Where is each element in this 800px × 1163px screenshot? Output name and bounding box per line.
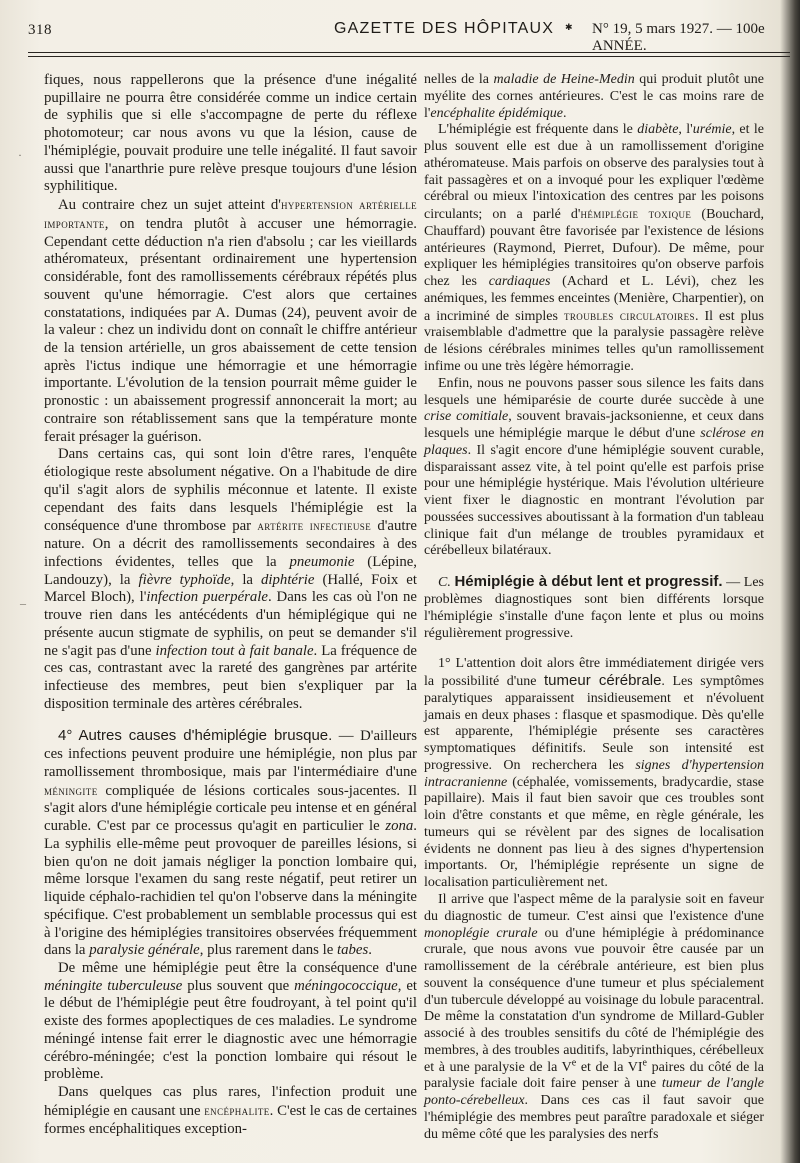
margin-tick: · — [18, 148, 22, 162]
paragraph: fiques, nous rappellerons que la présence d'une inégalité pupillaire ne pourra être considérée comme un indice certain de syphilis que si elle s'accompagne de perte du réflexe photomoteur; car nous avons vu que la lésion, cause de l'hémiplégie, pouvait produire une telle inégalité. Il faut savoir aussi que l'anarthrie pure relève presque toujours d'une lésion syphilitique. — [44, 72, 417, 195]
margin-tick: – — [20, 596, 26, 610]
section-paragraph: 4° Autres causes d'hémiplégie brusque. — D'ailleurs ces infections peuvent produire une hémiplégie, non plus par ramollissement thrombosique, mais par l'intermédiaire d'une méningite compliquée de lésions corticales sous-jacentes. Il s'agit alors d'une hémiplégie corticale peu intense et en général curable. C'est par ce processus qu'agit en particulier le zona. La syphilis elle-même peut provoquer de pareilles lésions, si bien qu'on ne doit jamais négliger la ponction lombaire qui, même lorsque l'examen du sang reste négatif, peut retirer un liquide céphalo-rachidien tel qu'on l'observe dans la méningite spécifique. C'est probablement un semblable processus qui est à l'origine des hémiplégies transitoires observées fréquemment dans la paralysie générale, plus rarement dans le tabes. — [44, 727, 417, 959]
page-number: 318 — [28, 22, 52, 38]
paragraph: 1° L'attention doit alors être immédiatement dirigée vers la possibilité d'une tumeur cérébrale. Les symptômes paralytiques apparaissent insidieusement et n'évoluent jamais en deux phases : flasque et spasmodique. Dès qu'elle est apparente, l'hémiplégie présente ses caractères symptomatiques définitifs. Seule son intensité est progressive. On recherchera les signes d'hypertension intracranienne (céphalée, vomissements, bradycardie, stase papillaire). Mais il faut bien savoir que ces troubles sont loin d'être constants et que même, en règle générale, les tumeurs qui se révèlent par des signes de localisation évidents ne donnent pas lieu à des signes d'hypertension importants. Or, l'hémiplégie représente un signe de localisation particulièrement net. — [424, 656, 764, 891]
header-rule-double — [28, 56, 790, 57]
section-letter: C. — [438, 575, 451, 591]
paragraph: Il arrive que l'aspect même de la paralysie soit en faveur du diagnostic de tumeur. C'est ainsi que l'existence d'une monoplégie crurale ou d'une hémiplégie à prédominance crurale, que nous avons vue pouvoir être causée par un ramollissement de la cérébrale antérieure, est bien plus souvent la conséquence d'une tumeur et plus spécialement d'un tubercule développé au voisinage du lobule paracentral. De même la constatation d'un syndrome de Millard-Gubler associé à des troubles sensitifs du côté de l'hémiplégie des membres, à des troubles auditifs, labyrinthiques, cérébelleux et à une paralysie de la Ve et de la VIe paires du côté de la paralysie faciale doit faire penser à une tumeur de l'angle ponto-cérebelleux. Dans ces cas il faut savoir que l'hémiplégie des membres peut paraître paradoxale et siéger du même côté que les paralysies des nerfs — [424, 891, 765, 1142]
section-heading: 4° Autres causes d'hémiplégie brusque. — [58, 727, 333, 745]
left-column — [44, 72, 417, 1138]
paragraph: Dans quelques cas plus rares, l'infection produit une hémiplégie en causant une encéphalite. C'est le cas de certaines formes encéphalitiques exception- — [44, 1084, 417, 1137]
paragraph: Enfin, nous ne pouvons passer sous silence les faits dans lesquels une hémiparésie de courte durée succède à une crise comitiale, souvent bravais-jacksonienne, et ceux dans lesquels une hémiplégie marque le début d'une sclérose en plaques. Il s'agit encore d'une hémiplégie souvent curable, disparaissant assez vite, à tel point qu'elle est parfois prise pour une hémiplégie hystérique. Mais l'évolution ultérieure vient fixer le diagnostic en montrant l'évolution par poussées successives aboutissant à la formation d'un tableau clinique fait d'un mélange de troubles pyramidaux et cérébelleux bilatéraux. — [424, 375, 765, 559]
paragraph: L'hémiplégie est fréquente dans le diabète, l'urémie, et le plus souvent elle est due à un ramollissement d'origine athéromateuse. Mais parfois on observe des paralysies tout à fait passagères et on a invoqué pour les expliquer l'œdème cérébral ou mieux l'intoxication des centres par les poisons circulants; on a parlé d'hémiplégie toxique (Bouchard, Chauffard) pouvant être favorisée par l'existence de lésions antérieures (Raymond, Pierret, Dufour). De même, pour expliquer les hémiplégies transitoires qu'on observe parfois chez les cardiaques (Achard et L. Lévi), chez les anémiques, les femmes enceintes (Menière, Charpentier), on a incriminé de simples troubles circulatoires. Il est plus vraisemblable d'admettre que la paralysie passagère relève de lésions cérébrales minimes telles qu'un ramollissement infime ou une très légère hémorragie. — [424, 122, 765, 375]
journal-title: GAZETTE DES HÔPITAUX — [334, 20, 555, 37]
right-column — [424, 72, 764, 1143]
section-paragraph: C. Hémiplégie à début lent et progressif. — Les problèmes diagnostiques sont bien différents lorsque l'hémiplégie s'installe d'une façon lente et plus ou moins régulièrement progressive. — [424, 573, 764, 641]
header-rule — [28, 52, 790, 53]
page-header — [28, 18, 790, 54]
star-ornament-icon: ✱ — [565, 22, 573, 32]
issue-info: N° 19, 5 mars 1927. — 100e ANNÉE. — [592, 21, 765, 54]
paragraph: De même une hémiplégie peut être la conséquence d'une méningite tuberculeuse plus souvent que méningococcique, et le début de l'hémiplégie peut être foudroyant, à tel point qu'il existe des formes apoplectiques de ces maladies. Le syndrome méningé intense fait errer le diagnostic avec une hémorragie cérébro-méningée; c'est la ponction lombaire qui résout le problème. — [44, 959, 417, 1083]
paragraph: Dans certains cas, qui sont loin d'être rares, l'enquête étiologique reste absolument négative. On a l'habitude de dire qu'il s'agit alors de syphilis méconnue et latente. Il existe cependant des faits dans lesquels l'hémiplégie est la conséquence d'une thrombose par artérite infectieuse d'autre nature. On a décrit des ramollissements secondaires à des infections évidentes, telles que la pneumonie (Lépine, Landouzy), la fièvre typhoïde, la diphtérie (Hallé, Foix et Marcel Bloch), l'infection puerpérale. Dans les cas où l'on ne trouve rien dans les antécédents d'un hémiplégique qui ne présente aucun stigmate de syphilis, on peut se demander s'il ne s'agit pas d'une infection tout à fait banale. La fréquence de ces cas, contrastant avec la rareté des gangrènes par artérite infectieuse des membres, peut bien s'expliquer par la disposition terminale des artères cérébrales. — [44, 446, 417, 712]
section-heading: Hémiplégie à début lent et progressif. — [454, 573, 723, 591]
paragraph: nelles de la maladie de Heine-Medin qui produit plutôt une myélite des cornes antérieures. C'est le cas moins rare de l'encéphalite épidémique. — [424, 72, 764, 121]
paragraph: Au contraire chez un sujet atteint d'hypertension artérielle importante, on tendra plutôt à accuser une hémorragie. Cependant cette déduction n'a rien d'absolu ; car les vieillards athéromateux, présentant ordinairement une hypertension considérable, font des ramollissements cérébraux répétés plus souvent qu'une hémorragie. C'est alors que certaines constatations, indiquées par A. Dumas (24), peuvent avoir de la valeur : chez un individu dont on connaît le chiffre antérieur de la tension artérielle, un gros abaissement de cette tension après l'ictus indique une hémorragie et une hémorragie importante. L'évolution de la tension pourrait même guider le pronostic : un abaissement progressif annoncerait la mort; au contraire son rétablissement sans que la température monte ferait présager la guérison. — [44, 197, 417, 445]
